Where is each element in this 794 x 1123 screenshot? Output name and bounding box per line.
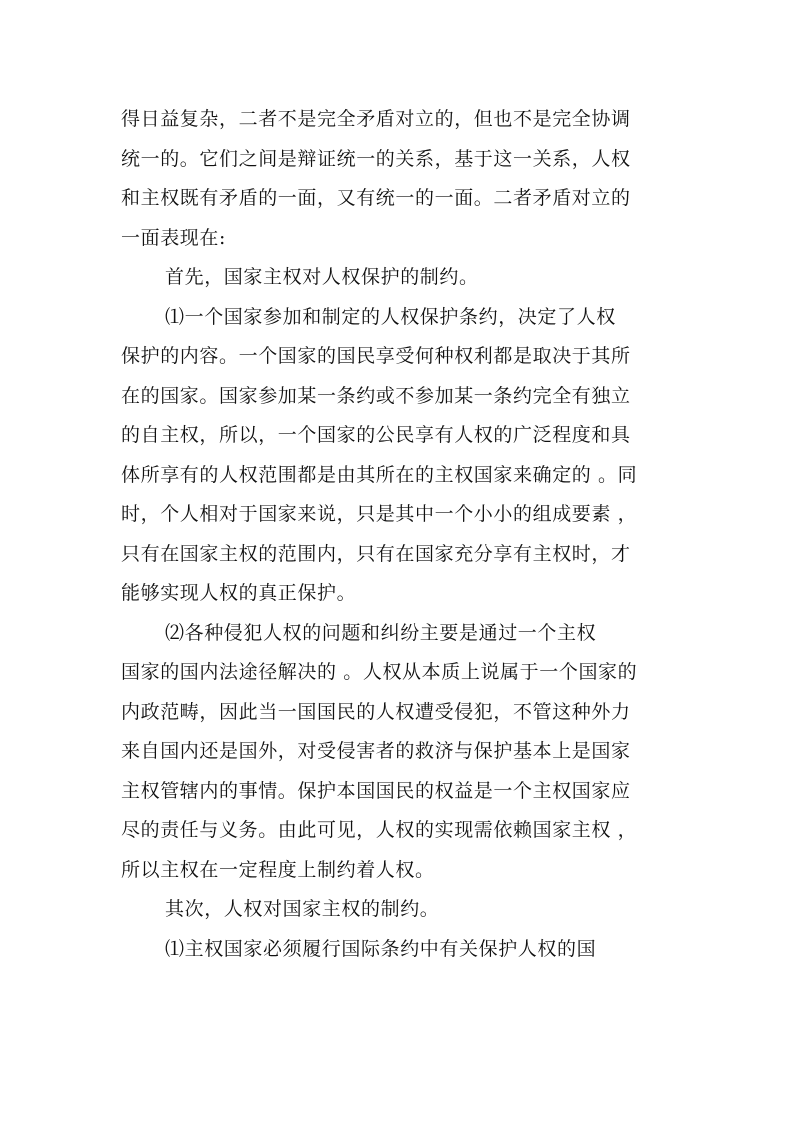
text-line: ⑵各种侵犯人权的问题和纠纷主要是通过一个主权 bbox=[165, 621, 597, 644]
text-line: ⑴主权国家必须履行国际条约中有关保护人权的国 bbox=[165, 937, 597, 960]
text-line: 的自主权，所以，一个国家的公民享有人权的广泛程度和具 bbox=[121, 424, 631, 446]
text-line: 体所享有的人权范围都是由其所在的主权国家来确定的 。同 bbox=[121, 463, 638, 486]
text-line: 一面表现在: bbox=[121, 226, 227, 249]
text-line: 保护的内容。一个国家的国民享受何种权利都是取决于其所 bbox=[121, 345, 631, 367]
text-line: 内政范畴，因此当一国国民的人权遭受侵犯，不管这种外力 bbox=[121, 700, 631, 723]
text-line: 能够实现人权的真正保护。 bbox=[121, 582, 357, 604]
text-line: 国家的国内法途径解决的 。人权从本质上说属于一个国家的 bbox=[121, 661, 638, 683]
text-line: 其次，人权对国家主权的制约。 bbox=[165, 898, 440, 920]
text-line: 尽的责任与义务。由此可见，人权的实现需依赖国家主权 ， bbox=[121, 819, 638, 841]
text-line: 所以主权在一定程度上制约着人权。 bbox=[121, 858, 435, 881]
text-line: 时，个人相对于国家来说，只是其中一个小小的组成要素 ， bbox=[121, 503, 638, 525]
text-line: 首先，国家主权对人权保护的制约。 bbox=[165, 266, 479, 288]
text-line: 在的国家。国家参加某一条约或不参加某一条约完全有独立 bbox=[121, 384, 631, 407]
body-text bbox=[121, 100, 681, 969]
text-line: 统一的。它们之间是辩证统一的关系，基于这一关系，人权 bbox=[121, 147, 631, 170]
text-line: 得日益复杂，二者不是完全矛盾对立的，但也不是完全协调 bbox=[121, 108, 631, 130]
text-line: 主权管辖内的事情。保护本国国民的权益是一个主权国家应 bbox=[121, 779, 631, 802]
text-line: 只有在国家主权的范围内，只有在国家充分享有主权时，才 bbox=[121, 542, 631, 565]
text-line: 和主权既有矛盾的一面，又有统一的一面。二者矛盾对立的 bbox=[121, 187, 631, 209]
text-line: 来自国内还是国外，对受侵害者的救济与保护基本上是国家 bbox=[121, 740, 631, 762]
text-line: ⑴一个国家参加和制定的人权保护条约，决定了人权 bbox=[165, 305, 616, 328]
